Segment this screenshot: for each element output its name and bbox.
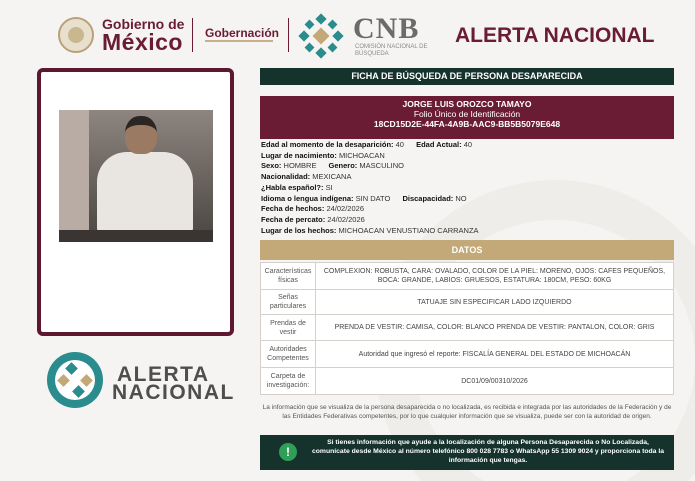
folio-id: 18CD15D2E-44FA-4A9B-AAC9-BB5B5079E648 xyxy=(373,119,561,129)
cnb-logo-icon xyxy=(298,13,344,59)
disclaimer-text: La información que se visualiza de la persona desaparecida o no localizada, es recibida e integrada por las autoridades de la Federación y de las Entidades Federativas competentes, por lo que cualquier información que se visualiza, puede ser con la autoridad de origen. xyxy=(262,404,672,420)
row-label: Prendas de vestir xyxy=(261,315,316,341)
ficha-title-bar: FICHA DE BÚSQUEDA DE PERSONA DESAPARECIDA xyxy=(260,68,674,85)
table-row xyxy=(261,263,674,290)
alerta-nacional-text-line2: NACIONAL xyxy=(112,381,235,404)
mexico-label: México xyxy=(102,29,183,55)
row-label: Carpeta de investigación: xyxy=(261,368,316,395)
person-photo xyxy=(59,110,213,242)
nacionalidad-label: Nacionalidad: xyxy=(261,172,311,182)
genero-value: MASCULINO xyxy=(359,161,404,171)
discapacidad-value: NO xyxy=(455,193,467,203)
row-value: PRENDA DE VESTIR: CAMISA, COLOR: BLANCO PRENDA DE VESTIR: PANTALON, COLOR: GRIS xyxy=(316,315,674,341)
alerta-nacional-text-line1: ALERTA xyxy=(117,363,210,386)
fecha-hechos-value: 24/02/2026 xyxy=(326,204,364,214)
header-divider xyxy=(288,18,289,52)
gobierno-seal-icon xyxy=(58,17,94,53)
cnb-title: CNB xyxy=(353,12,420,45)
row-value: DC01/09/00310/2026 xyxy=(316,368,674,395)
habla-espanol-label: ¿Habla español?: xyxy=(261,182,324,192)
table-row xyxy=(261,290,674,315)
gobernacion-underline xyxy=(205,40,273,42)
row-label: Características físicas xyxy=(261,263,316,290)
row-value: COMPLEXION: ROBUSTA, CARA: OVALADO, COLOR DE LA PIEL: MORENO, OJOS: CAFES PEQUEÑOS, BOCA: GRANDE, LABIOS: GRUESOS, ESTATURA: 180CM, PESO: 60KG xyxy=(316,263,674,290)
header-divider xyxy=(192,18,193,52)
alerta-nacional-logo-icon xyxy=(45,350,105,410)
datos-header: DATOS xyxy=(260,240,674,260)
edad-actual-value: 40 xyxy=(463,140,473,149)
header xyxy=(0,0,695,60)
person-name-block xyxy=(260,96,674,139)
alert-icon: ! xyxy=(279,443,297,461)
alerta-nacional-title: ALERTA NACIONAL xyxy=(455,24,655,47)
lugar-hechos-value: MICHOACAN VENUSTIANO CARRANZA xyxy=(338,225,479,235)
person-info xyxy=(261,140,671,236)
nacionalidad-value: MEXICANA xyxy=(312,172,352,182)
row-value: Autoridad que ingresó el reporte: FISCALÍA GENERAL DEL ESTADO DE MICHOACÁN xyxy=(316,341,674,368)
habla-espanol-value: SI xyxy=(325,182,333,192)
row-value: TATUAJE SIN ESPECIFICAR LADO IZQUIERDO xyxy=(316,290,674,315)
contact-text: Si tienes información que ayude a la localización de alguna Persona Desaparecida o No Localizada, comunícate desde México al número telefónico 800 028 7783 o WhatsApp 55 1309 9024 y proporciona toda la información que tengas. xyxy=(311,439,665,464)
datos-table xyxy=(260,262,674,395)
lugar-hechos-label: Lugar de los hechos: xyxy=(261,225,337,235)
edad-actual-label: Edad Actual: xyxy=(416,140,462,149)
gobernacion-logo: Gobernación xyxy=(205,26,280,40)
table-row xyxy=(261,341,674,368)
table-row xyxy=(261,315,674,341)
fecha-percato-label: Fecha de percato: xyxy=(261,214,326,224)
sexo-label: Sexo: xyxy=(261,161,282,171)
person-name: JORGE LUIS OROZCO TAMAYO xyxy=(402,99,532,109)
idioma-value: SIN DATO xyxy=(355,193,391,203)
fecha-percato-value: 24/02/2026 xyxy=(327,214,365,224)
discapacidad-label: Discapacidad: xyxy=(402,193,454,203)
sexo-value: HOMBRE xyxy=(283,161,317,171)
photo-frame xyxy=(37,68,234,336)
genero-label: Genero: xyxy=(328,161,358,171)
idioma-label: Idioma o lengua indígena: xyxy=(261,193,354,203)
edad-desaparicion-label: Edad al momento de la desaparición: xyxy=(261,140,394,149)
cnb-subtitle: COMISIÓN NACIONAL DE BÚSQUEDA xyxy=(355,44,428,57)
folio-label: Folio Único de Identificación xyxy=(413,109,521,119)
lugar-nacimiento-value: MICHOACAN xyxy=(338,150,385,160)
fecha-hechos-label: Fecha de hechos: xyxy=(261,204,325,214)
gobierno-label: Gobierno de xyxy=(102,16,185,32)
table-row xyxy=(261,368,674,395)
contact-banner xyxy=(260,435,674,470)
row-label: Señas particulares xyxy=(261,290,316,315)
lugar-nacimiento-label: Lugar de nacimiento: xyxy=(261,150,337,160)
edad-desaparicion-value: 40 xyxy=(395,140,404,149)
row-label: Autoridades Competentes xyxy=(261,341,316,368)
